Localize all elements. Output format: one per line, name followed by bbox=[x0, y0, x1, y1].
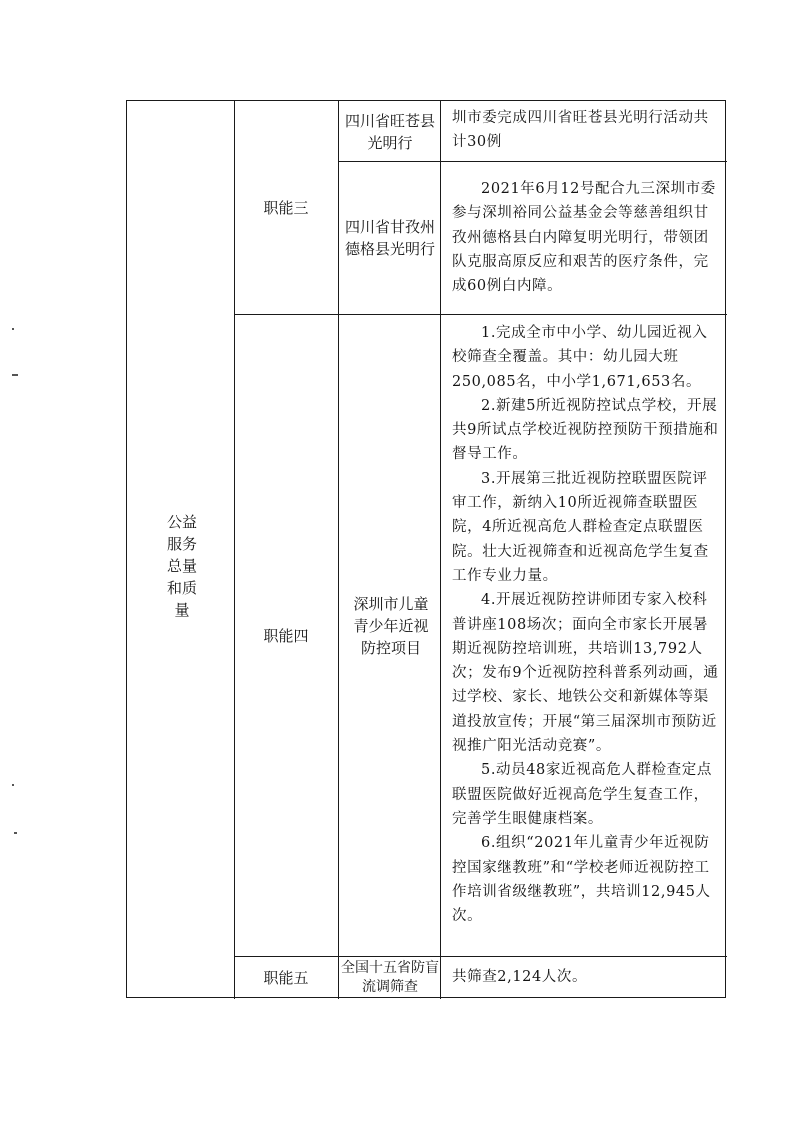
content-cell-myopia bbox=[442, 321, 727, 953]
scan-mark bbox=[12, 374, 18, 376]
project-name-survey: 全国十五省防盲流调筛查 bbox=[341, 959, 439, 995]
content-para: 6.组织“2021年儿童青少年近视防控国家继教班”和“学校老师近视防控工作培训省级继教班”，共培训12,945人次。 bbox=[452, 835, 711, 925]
content-cell-wangcang bbox=[442, 106, 727, 161]
scan-mark bbox=[14, 832, 17, 834]
service-table bbox=[126, 100, 726, 998]
function-label-4: 职能四 bbox=[263, 626, 309, 645]
content-para: 2021年6月12号配合九三深圳市委参与深圳裕同公益基金会等慈善组织甘孜州德格县白内障复明光明行，带领团队克服高原反应和艰苦的医疗条件，完成60例白内障。 bbox=[452, 181, 716, 295]
project-cell-myopia bbox=[351, 571, 431, 681]
function-label-3: 职能三 bbox=[263, 198, 309, 217]
content-para: 3.开展第三批近视防控联盟医院评审工作，新纳入10所近视筛查联盟医院，4所近视高危人群检查定点联盟医院。壮大近视筛查和近视高危学生复查工作专业力量。 bbox=[452, 470, 709, 584]
project-cell-survey bbox=[340, 957, 440, 998]
content-para: 5.动员48家近视高危人群检查定点联盟医院做好近视高危学生复查工作，完善学生眼健康档案。 bbox=[452, 762, 712, 827]
scan-mark bbox=[12, 784, 14, 786]
col-divider-3 bbox=[440, 101, 441, 999]
project-cell-wangcang bbox=[340, 104, 440, 160]
scan-mark bbox=[12, 328, 14, 330]
content-para: 共筛查2,124人次。 bbox=[452, 969, 588, 985]
function-cell-5 bbox=[234, 957, 338, 998]
function-cell-4 bbox=[234, 315, 338, 956]
category-label: 公益服务总量和质量 bbox=[167, 513, 198, 619]
col-divider-2 bbox=[338, 101, 339, 999]
category-cell bbox=[167, 511, 197, 621]
content-cell-dege bbox=[442, 177, 727, 312]
content-cell-survey bbox=[442, 965, 727, 997]
project-name-wangcang: 四川省旺苍县光明行 bbox=[344, 112, 435, 152]
project-cell-dege bbox=[340, 163, 440, 313]
project-name-dege: 四川省甘孜州德格县光明行 bbox=[344, 218, 435, 258]
content-para: 圳市委完成四川省旺苍县光明行活动共计30例 bbox=[452, 110, 709, 151]
project-name-myopia: 深圳市儿童青少年近视防控项目 bbox=[353, 595, 429, 657]
function-label-5: 职能五 bbox=[263, 968, 309, 987]
content-para: 1.完成全市中小学、幼儿园近视入校筛查全覆盖。其中：幼儿园大班250,085名，中小学1,671,653名。 bbox=[452, 325, 708, 390]
function-cell-3 bbox=[234, 101, 338, 314]
content-para: 2.新建5所近视防控试点学校，开展共9所试点学校近视防控预防干预措施和督导工作。 bbox=[452, 397, 719, 463]
content-para: 4.开展近视防控讲师团专家入校科普讲座108场次；面向全市家长开展暑期近视防控培训班，共培训13,792人次；发布9个近视防控科普系列动画，通过学校、家长、地铁公交和新媒体等渠道投放宣传；开展“第三届深圳市预防近视推广阳光活动竞赛”。 bbox=[452, 592, 719, 755]
row-divider-a bbox=[338, 161, 727, 162]
